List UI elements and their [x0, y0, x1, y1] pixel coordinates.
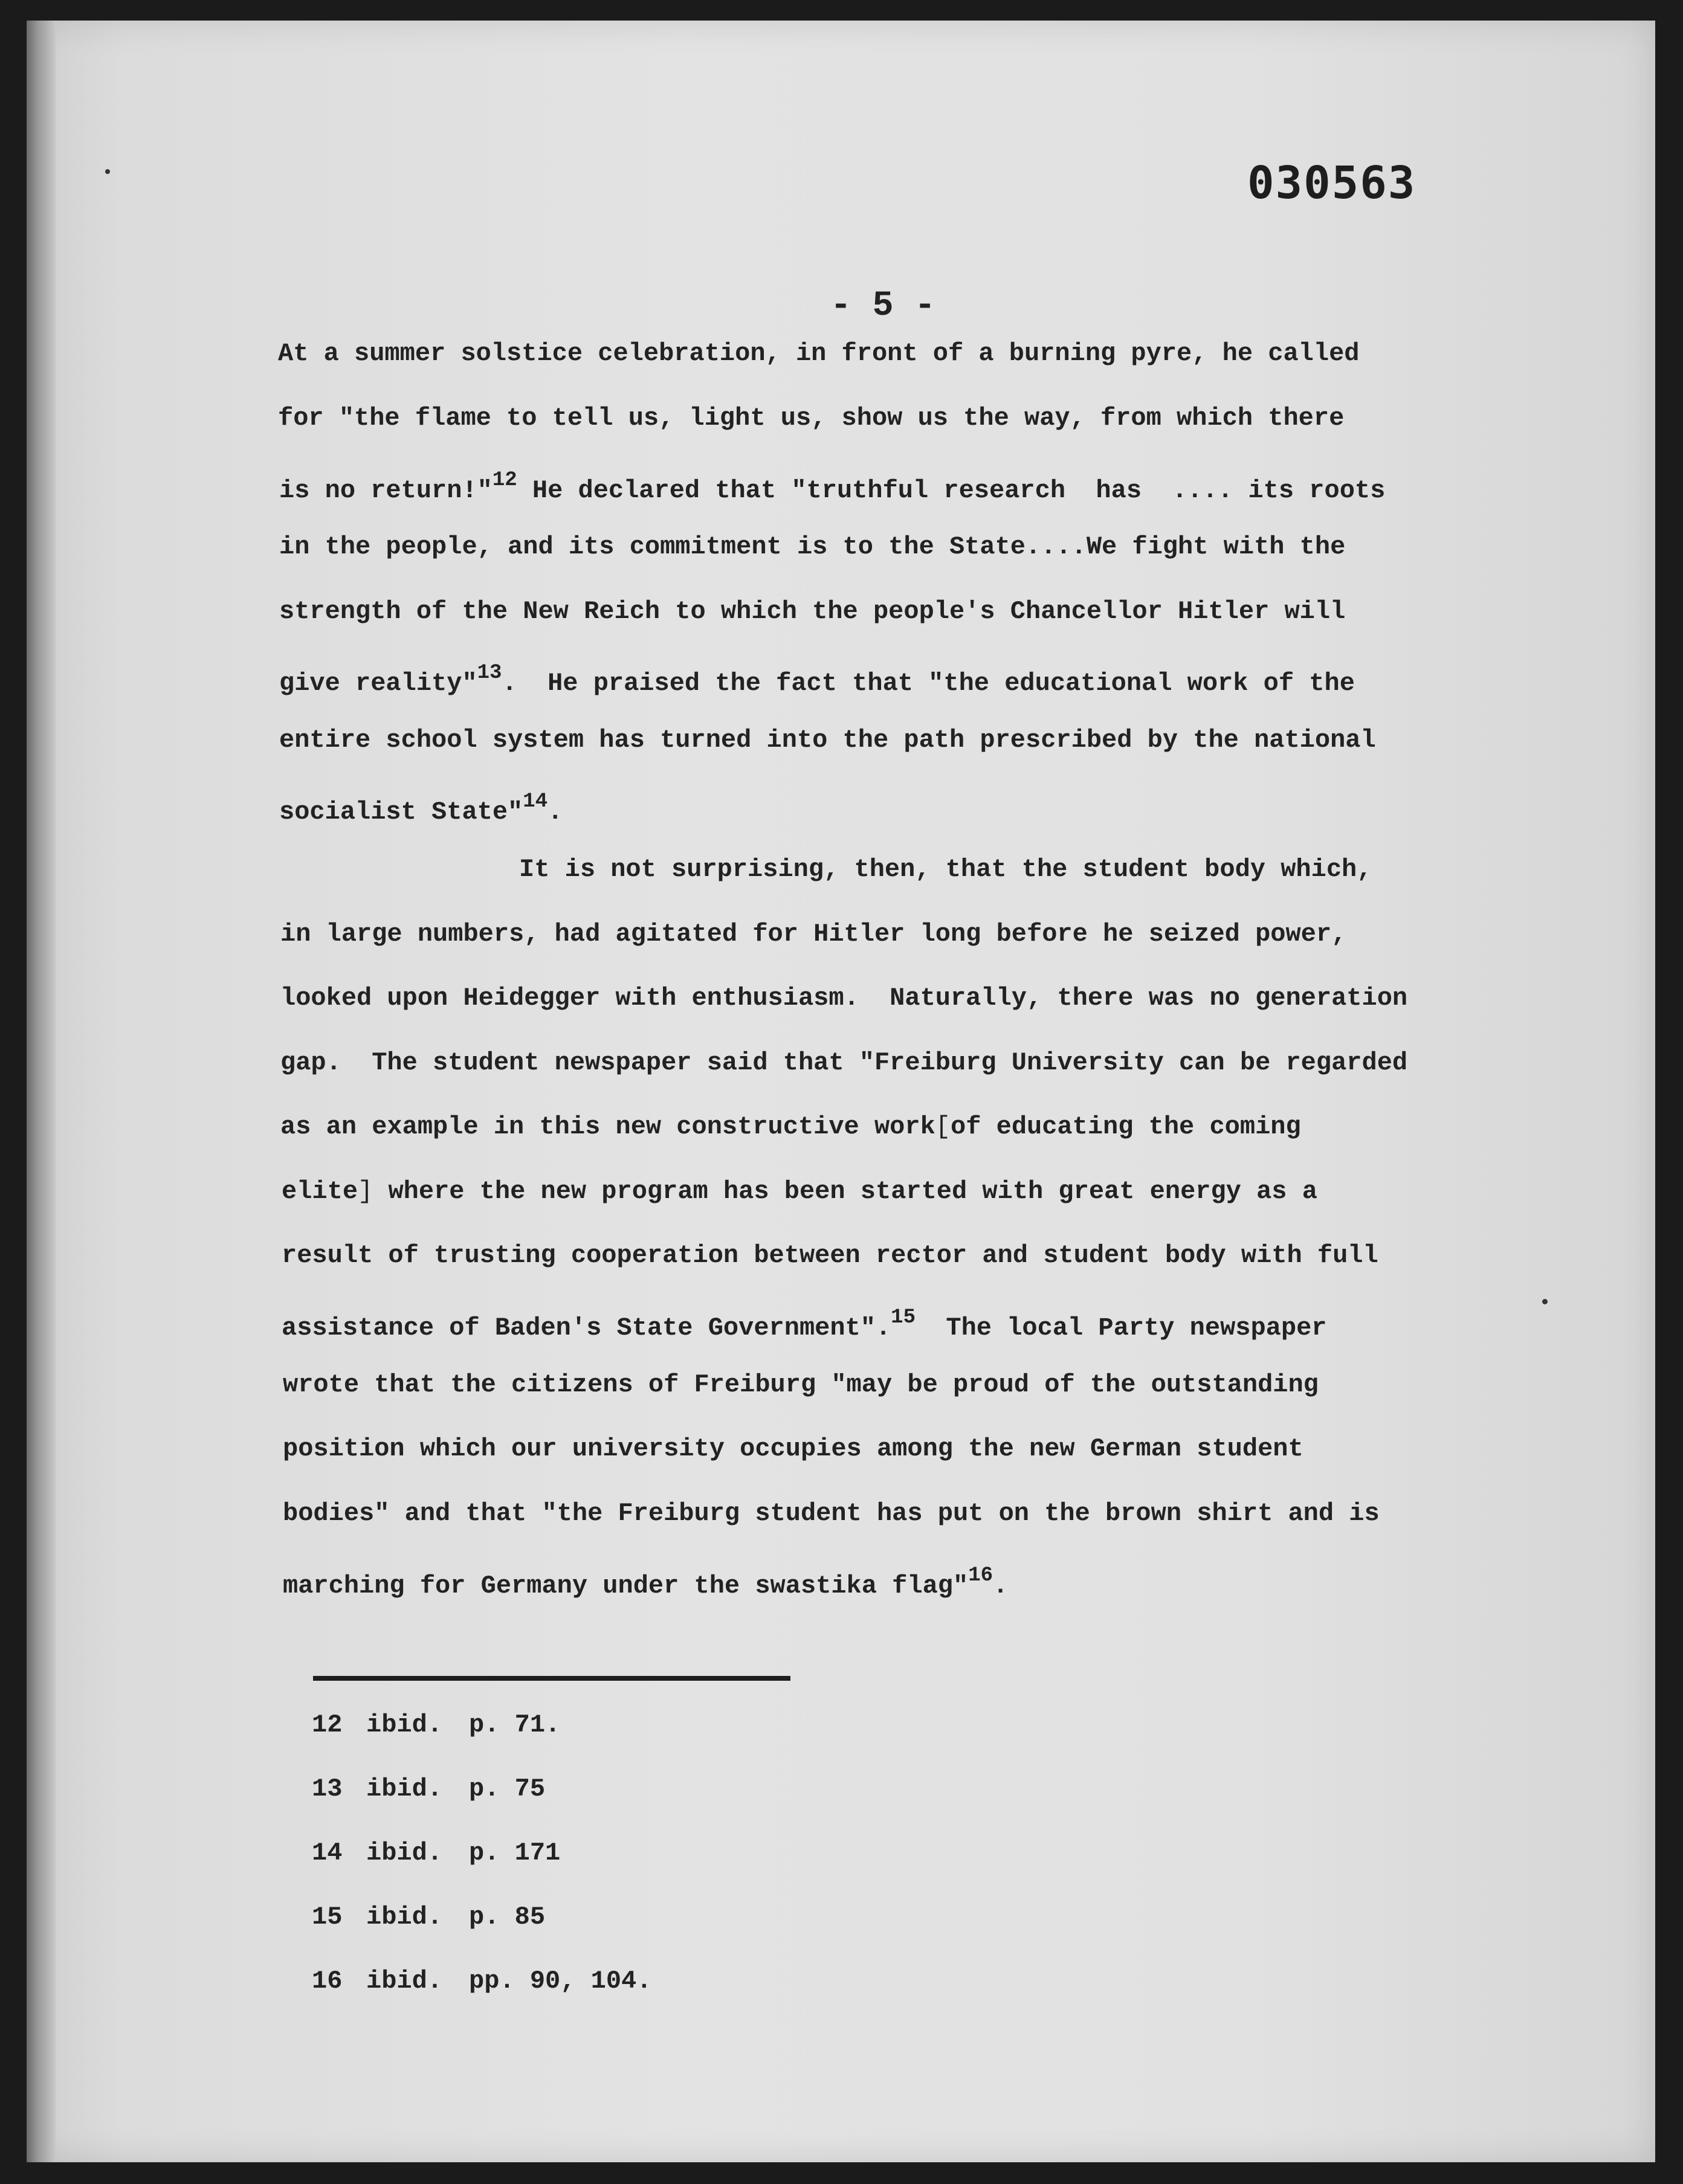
- footnote-divider: [313, 1676, 790, 1681]
- footnote-ref-14: 14: [523, 790, 548, 813]
- text-run: elite: [282, 1177, 358, 1206]
- footnote-reference: ibid.: [366, 1774, 443, 1803]
- footnote-reference: ibid.: [366, 1967, 443, 1996]
- body-line: wrote that the citizens of Freiburg "may be proud of the outstanding: [283, 1370, 1319, 1399]
- text-run: . He praised the fact that "the educational work of the: [502, 669, 1355, 698]
- footnote-number: 14: [312, 1838, 343, 1867]
- body-line: looked upon Heidegger with enthusiasm. Naturally, there was no generation: [280, 984, 1408, 1013]
- speck: [105, 169, 110, 174]
- footnote-page: pp. 90, 104.: [469, 1967, 652, 1996]
- text-run: is no return!": [279, 476, 493, 505]
- text-run: He declared that "truthful research has .... its roots: [517, 476, 1386, 505]
- body-line: bodies" and that "the Freiburg student has put on the brown shirt and is: [283, 1499, 1380, 1528]
- text-run: where the new program has been started with great energy as a: [373, 1177, 1317, 1206]
- text-run: .: [548, 797, 563, 826]
- footnote-reference: ibid.: [366, 1838, 443, 1867]
- footnote-13: [312, 1776, 545, 1802]
- body-line: [280, 1114, 1301, 1139]
- body-line: position which our university occupies among the new German student: [283, 1434, 1303, 1463]
- footnote-reference: ibid.: [366, 1710, 443, 1739]
- body-line: gap. The student newspaper said that "Freiburg University can be regarded: [280, 1048, 1408, 1077]
- body-line: [279, 663, 1355, 696]
- footnote-number: 13: [312, 1774, 343, 1803]
- page-number: - 5 -: [830, 286, 936, 326]
- footnote-ref-16: 16: [968, 1564, 993, 1587]
- footnote-page: p. 75: [469, 1774, 546, 1803]
- footnote-number: 12: [312, 1710, 343, 1739]
- footnote-page: p. 85: [469, 1902, 546, 1931]
- body-line: result of trusting cooperation between rector and student body with full: [282, 1241, 1378, 1270]
- body-line: in the people, and its commitment is to the State....We fight with the: [279, 532, 1346, 561]
- footnote-16: [312, 1968, 651, 1994]
- footnote-page: p. 171: [469, 1838, 561, 1867]
- footnote-14: [312, 1840, 560, 1866]
- body-line: strength of the New Reich to which the people's Chancellor Hitler will: [279, 597, 1346, 626]
- speck: [1542, 1299, 1548, 1304]
- text-run: as an example in this new constructive work: [280, 1112, 935, 1141]
- open-bracket-mark: [: [935, 1112, 951, 1141]
- footnote-number: 15: [312, 1902, 343, 1931]
- body-line: [282, 1179, 1317, 1204]
- archive-stamp-number: 030563: [1247, 157, 1416, 209]
- body-line: in large numbers, had agitated for Hitler long before he seized power,: [280, 920, 1347, 949]
- text-run: .: [993, 1571, 1009, 1600]
- body-line: for "the flame to tell us, light us, show us the way, from which there: [278, 404, 1345, 433]
- footnote-number: 16: [312, 1967, 343, 1996]
- text-run: give reality": [279, 669, 477, 698]
- footnote-page: p. 71.: [469, 1710, 561, 1739]
- body-line: [279, 791, 563, 825]
- text-run: socialist State": [279, 797, 523, 826]
- document-page: [27, 21, 1655, 2162]
- footnote-ref-12: 12: [492, 469, 517, 492]
- footnote-ref-13: 13: [477, 662, 502, 685]
- body-line: It is not surprising, then, that the student body which,: [519, 855, 1372, 884]
- body-line: [283, 1565, 1008, 1599]
- body-line: At a summer solstice celebration, in front of a burning pyre, he called: [278, 339, 1360, 368]
- footnote-ref-15: 15: [891, 1306, 916, 1329]
- footnote-15: [312, 1904, 545, 1930]
- text-run: marching for Germany under the swastika flag": [283, 1571, 969, 1600]
- text-run: of educating the coming: [951, 1112, 1301, 1141]
- footnote-12: [312, 1712, 560, 1738]
- body-line: entire school system has turned into the path prescribed by the national: [279, 726, 1376, 755]
- binding-edge: [27, 21, 56, 2162]
- footnote-reference: ibid.: [366, 1902, 443, 1931]
- text-run: assistance of Baden's State Government".: [282, 1313, 891, 1342]
- close-bracket-mark: ]: [358, 1177, 373, 1206]
- body-line: [279, 470, 1385, 503]
- text-run: The local Party newspaper: [915, 1313, 1327, 1342]
- body-line: [282, 1307, 1327, 1341]
